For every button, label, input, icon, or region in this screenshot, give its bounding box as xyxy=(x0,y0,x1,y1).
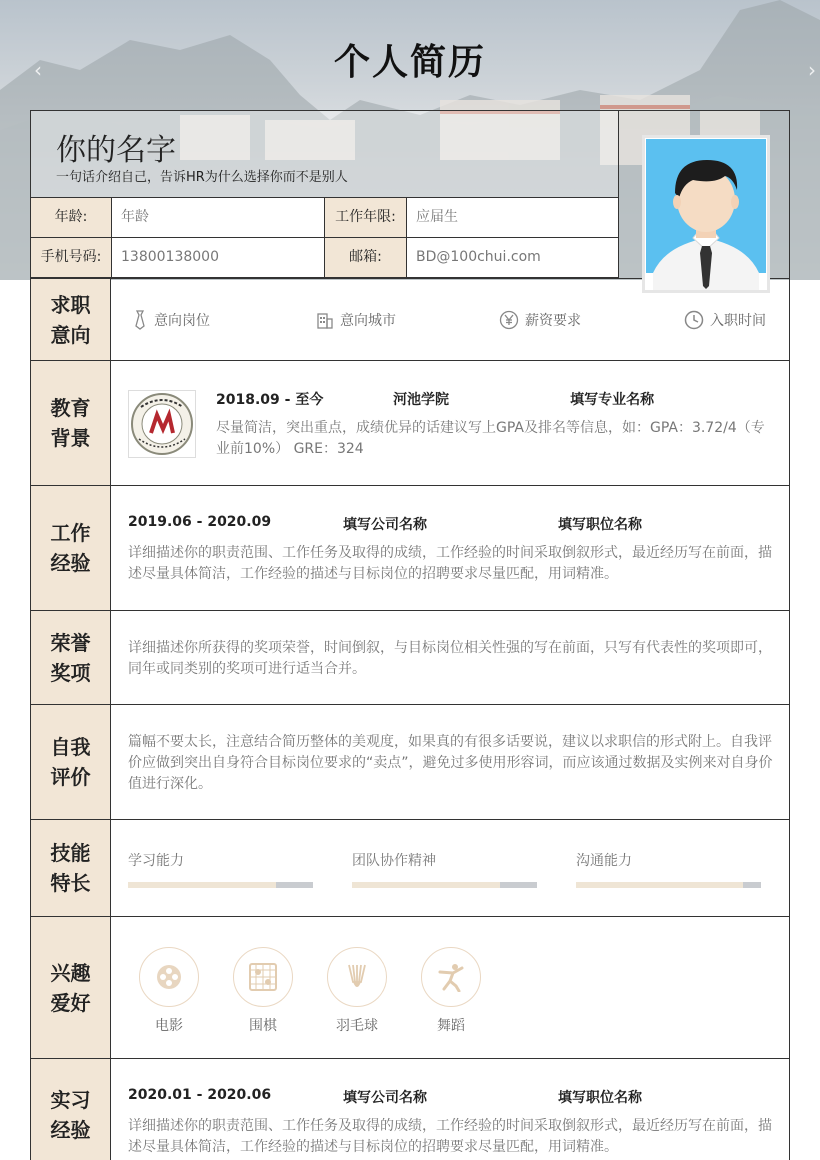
work-content xyxy=(128,514,773,585)
intern-date: 2020.01 - 2020.06 xyxy=(128,1087,272,1103)
resume-sheet xyxy=(30,110,790,1160)
section-label: 荣誉奖项 xyxy=(31,611,111,704)
profile-header xyxy=(31,111,789,278)
major-name: 填写专业名称 xyxy=(570,392,655,408)
tie-icon xyxy=(132,310,148,330)
hobby-item xyxy=(232,947,294,1035)
section-internship xyxy=(31,1058,789,1160)
person-name: 你的名字 xyxy=(56,133,176,168)
section-work-experience xyxy=(31,485,789,610)
avatar[interactable] xyxy=(642,135,770,293)
years-label: 工作年限: xyxy=(325,198,406,237)
intent-start-date: 入职时间 xyxy=(684,310,766,330)
phone-label: 手机号码: xyxy=(31,238,111,277)
work-description: 详细描述你的职责范围、工作任务及取得的成绩，工作经验的时间采取倒叙形式，最近经历写在前面，描述尽量具体简洁，工作经验的描述与目标岗位的招聘要求尽量匹配，用词精准。 xyxy=(128,545,772,582)
section-label: 实习经验 xyxy=(31,1059,111,1160)
hobby-label: 电影 xyxy=(155,1018,183,1034)
education-description: 尽量简洁，突出重点，成绩优异的话建议写上GPA及排名等信息，如：GPA：3.72/4（专业前10%） GRE：324 xyxy=(216,420,765,457)
intern-content xyxy=(128,1087,773,1158)
film-icon xyxy=(139,947,199,1007)
intent-city: 意向城市 xyxy=(316,310,396,330)
intent-salary: 薪资要求 xyxy=(499,310,581,330)
hobby-label: 舞蹈 xyxy=(437,1018,465,1034)
section-label: 工作经验 xyxy=(31,486,111,610)
self-content xyxy=(128,732,773,795)
section-label: 兴趣爱好 xyxy=(31,917,111,1058)
skill-item xyxy=(576,850,761,888)
skill-name: 团队协作精神 xyxy=(352,853,436,869)
dance-icon xyxy=(421,947,481,1007)
previous-arrow-icon[interactable]: ‹ xyxy=(34,58,42,82)
hobby-item xyxy=(138,947,200,1035)
section-skills xyxy=(31,819,789,916)
skill-bar-fill xyxy=(576,882,743,888)
intent-position: 意向岗位 xyxy=(132,310,210,330)
shuttlecock-icon xyxy=(327,947,387,1007)
work-date: 2019.06 - 2020.09 xyxy=(128,514,272,530)
years-value: 应届生 xyxy=(416,209,458,225)
section-label: 自我评价 xyxy=(31,705,111,819)
next-arrow-icon[interactable]: › xyxy=(808,58,816,82)
skill-bar xyxy=(576,882,761,888)
skill-item xyxy=(128,850,313,888)
name-box xyxy=(31,111,619,198)
tagline: 一句话介绍自己，告诉HR为什么选择你而不是别人 xyxy=(56,170,348,185)
hobby-label: 围棋 xyxy=(249,1018,277,1034)
age-label: 年龄: xyxy=(31,198,111,237)
skill-bar-fill xyxy=(352,882,500,888)
skill-item xyxy=(352,850,537,888)
intern-header xyxy=(128,1087,773,1107)
section-hobbies xyxy=(31,916,789,1058)
skill-name: 学习能力 xyxy=(128,853,184,869)
section-education xyxy=(31,360,789,485)
building-icon xyxy=(316,311,334,329)
skill-name: 沟通能力 xyxy=(576,853,632,869)
email-label: 邮箱: xyxy=(325,238,406,277)
skill-bar xyxy=(352,882,537,888)
age-value: 年龄 xyxy=(121,209,149,225)
hobby-item xyxy=(326,947,388,1035)
section-self-evaluation xyxy=(31,704,789,819)
work-position: 填写职位名称 xyxy=(558,517,642,533)
go-board-icon xyxy=(233,947,293,1007)
info-row-contact xyxy=(31,238,619,278)
intern-company: 填写公司名称 xyxy=(343,1090,427,1106)
self-description: 篇幅不要太长，注意结合简历整体的美观度，如果真的有很多话要说，建议以求职信的形式附上。自我评价应做到突出自身符合目标岗位要求的“卖点”，避免过多使用形容词，而应该通过数据及实例来对自身价值进行深化。 xyxy=(128,734,773,792)
work-header xyxy=(128,514,773,534)
phone-value: 13800138000 xyxy=(121,249,219,265)
intern-description: 详细描述你的职责范围、工作任务及取得的成绩，工作经验的时间采取倒叙形式，最近经历写在前面，描述尽量具体简洁，工作经验的描述与目标岗位的招聘要求尽量匹配，用词精准。 xyxy=(128,1118,772,1155)
section-awards xyxy=(31,610,789,704)
school-logo xyxy=(128,390,196,458)
school-name: 河池学院 xyxy=(393,392,450,408)
intern-position: 填写职位名称 xyxy=(558,1090,642,1106)
awards-content xyxy=(128,638,773,680)
email-value: BD@100chui.com xyxy=(416,249,541,265)
skill-bar xyxy=(128,882,313,888)
work-company: 填写公司名称 xyxy=(343,517,427,533)
education-content xyxy=(216,389,773,460)
section-label: 求职意向 xyxy=(31,279,111,360)
education-header xyxy=(216,389,773,409)
page-title: 个人简历 xyxy=(333,42,486,83)
info-row-age xyxy=(31,198,619,238)
section-label: 技能特长 xyxy=(31,820,111,916)
awards-description: 详细描述你所获得的奖项荣誉，时间倒叙，与目标岗位相关性强的写在前面，只写有代表性的奖项即可，同年或同类别的奖项可进行适当合并。 xyxy=(128,640,772,677)
skill-bar-fill xyxy=(128,882,276,888)
hobby-label: 羽毛球 xyxy=(336,1018,378,1034)
section-label: 教育背景 xyxy=(31,361,111,485)
clock-icon xyxy=(684,310,704,330)
yen-icon xyxy=(499,310,519,330)
hobby-item xyxy=(420,947,482,1035)
education-date: 2018.09 - 至今 xyxy=(216,392,324,408)
